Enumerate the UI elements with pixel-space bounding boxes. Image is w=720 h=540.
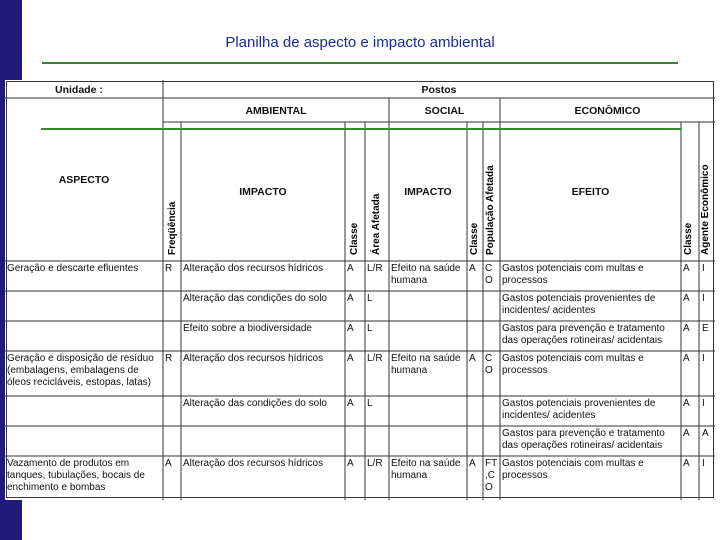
cell-classe-ambiental: A: [347, 263, 354, 274]
cell-classe-ambiental: A: [347, 353, 354, 364]
cell-aspecto: Vazamento de produtos em tanques, tubulações, bocais de enchimento e bombas: [7, 458, 145, 493]
header-agente-economico: Agente Econômico: [700, 164, 711, 255]
slide-title: Planilha de aspecto e impacto ambiental: [225, 34, 495, 51]
cell-efeito: Gastos para prevenção e tratamento das operações rotineiras/ acidentais: [502, 428, 665, 451]
header-impacto-ambiental: IMPACTO: [239, 186, 287, 198]
cell-area-afetada: L/R: [367, 458, 383, 469]
cell-impacto-ambiental: Alteração das condições do solo: [183, 398, 327, 409]
cell-impacto-ambiental: Efeito sobre a biodiversidade: [183, 323, 312, 334]
cell-efeito: Gastos potenciais provenientes de incidentes/ acidentes: [502, 293, 656, 316]
cell-classe-economico: A: [683, 353, 690, 364]
cell-frequencia: R: [165, 263, 173, 274]
cell-frequencia: R: [165, 353, 173, 364]
cell-agente-economico: I: [702, 458, 705, 469]
cell-classe-ambiental: A: [347, 323, 354, 334]
cell-impacto-ambiental: Alteração dos recursos hídricos: [183, 263, 324, 274]
cell-classe-ambiental: A: [347, 458, 354, 469]
header-social: SOCIAL: [424, 105, 465, 117]
header-populacao-afetada: População Afetada: [485, 165, 496, 255]
cell-classe-ambiental: A: [347, 293, 354, 304]
cell-area-afetada: L/R: [367, 263, 383, 274]
header-frequencia: Freqüência: [167, 201, 178, 255]
cell-classe-economico: A: [683, 458, 690, 469]
header-classe-ambiental: Classe: [349, 222, 360, 255]
cell-classe-economico: A: [683, 323, 690, 334]
cell-aspecto: Geração e descarte efluentes: [7, 263, 139, 274]
cell-impacto-social: Efeito na saúde humana: [391, 263, 461, 286]
aspect-impact-table: [5, 80, 715, 500]
header-ambiental: AMBIENTAL: [245, 105, 307, 117]
cell-impacto-ambiental: Alteração dos recursos hídricos: [183, 353, 324, 364]
header-classe-economico: Classe: [683, 222, 694, 255]
cell-efeito: Gastos potenciais com multas e processos: [502, 353, 644, 376]
header-impacto-social: IMPACTO: [404, 186, 452, 198]
cell-efeito: Gastos potenciais provenientes de incidentes/ acidentes: [502, 398, 656, 421]
cell-impacto-social: Efeito na saúde humana: [391, 458, 461, 481]
cell-agente-economico: E: [702, 323, 709, 334]
cell-area-afetada: L: [367, 323, 373, 334]
cell-area-afetada: L: [367, 293, 373, 304]
cell-populacao-afetada: FT ,C O: [485, 458, 498, 493]
header-efeito: EFEITO: [571, 186, 610, 198]
cell-classe-economico: A: [683, 263, 690, 274]
cell-impacto-social: Efeito na saúde humana: [391, 353, 461, 376]
cell-frequencia: A: [165, 458, 172, 469]
cell-aspecto: Geração e disposição de resíduo (embalagens, embalagens de óleos recicláveis, estopas, latas): [7, 353, 154, 388]
header-green-line: [41, 128, 681, 130]
header-aspecto: ASPECTO: [58, 174, 110, 186]
cell-area-afetada: L: [367, 398, 373, 409]
header-area-afetada: Área Afetada: [371, 193, 382, 255]
cell-agente-economico: I: [702, 293, 705, 304]
cell-agente-economico: I: [702, 263, 705, 274]
cell-populacao-afetada: C O: [485, 353, 493, 376]
cell-classe-social: A: [469, 458, 476, 469]
header-postos: Postos: [421, 84, 457, 96]
cell-impacto-ambiental: Alteração dos recursos hídricos: [183, 458, 324, 469]
cell-impacto-ambiental: Alteração das condições do solo: [183, 293, 327, 304]
cell-area-afetada: L/R: [367, 353, 383, 364]
cell-agente-economico: I: [702, 353, 705, 364]
cell-classe-social: A: [469, 353, 476, 364]
cell-classe-social: A: [469, 263, 476, 274]
cell-classe-economico: A: [683, 398, 690, 409]
cell-classe-economico: A: [683, 428, 690, 439]
cell-efeito: Gastos potenciais com multas e processos: [502, 458, 644, 481]
header-classe-social: Classe: [469, 222, 480, 255]
cell-efeito: Gastos para prevenção e tratamento das operações rotineiras/ acidentais: [502, 323, 665, 346]
cell-agente-economico: A: [702, 428, 709, 439]
cell-agente-economico: I: [702, 398, 705, 409]
cell-classe-ambiental: A: [347, 398, 354, 409]
title-underline: [42, 62, 678, 64]
cell-efeito: Gastos potenciais com multas e processos: [502, 263, 644, 286]
header-economico: ECONÔMICO: [574, 105, 641, 117]
cell-populacao-afetada: C O: [485, 263, 493, 286]
header-unidade: Unidade :: [55, 84, 103, 96]
cell-classe-economico: A: [683, 293, 690, 304]
